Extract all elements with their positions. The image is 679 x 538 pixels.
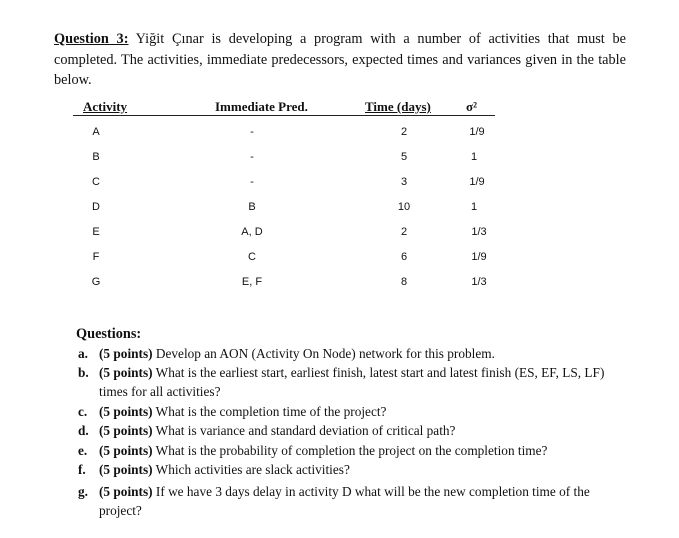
cell-time: 5 (400, 151, 408, 163)
cell-pred: A, D (241, 226, 263, 238)
cell-variance: 1/3 (471, 226, 487, 238)
cell-pred: E, F (241, 276, 263, 288)
question-letter: a. (78, 346, 88, 361)
cell-time: 3 (400, 176, 408, 188)
cell-variance: 1/9 (469, 126, 485, 138)
cell-variance: 1 (470, 201, 478, 213)
cell-activity: C (92, 176, 100, 188)
question-item (78, 460, 626, 479)
header-variance: σ² (466, 99, 477, 114)
cell-activity: B (92, 151, 100, 163)
cell-pred: - (250, 151, 254, 163)
question-letter: f. (78, 462, 86, 477)
cell-time: 2 (400, 126, 408, 138)
question-points: (5 points) (99, 404, 153, 419)
cell-variance: 1/9 (471, 251, 487, 263)
cell-pred: B (248, 201, 256, 213)
question-label: Question 3: (54, 31, 129, 47)
cell-time: 8 (400, 276, 408, 288)
question-text: Which activities are slack activities? (152, 462, 350, 477)
cell-activity: F (92, 251, 100, 263)
question-points: (5 points) (99, 443, 153, 458)
question-points: (5 points) (99, 365, 153, 380)
question-points: (5 points) (99, 484, 153, 499)
question-text: If we have 3 days delay in activity D what will be the new completion time of the project? (99, 484, 590, 518)
question-item (78, 482, 626, 520)
question-letter: b. (78, 365, 89, 380)
header-time: Time (days) (365, 99, 431, 114)
question-item (78, 363, 626, 401)
cell-activity: G (91, 276, 101, 288)
question-item (78, 402, 626, 421)
question-letter: d. (78, 423, 89, 438)
question-text: What is the completion time of the project? (152, 404, 387, 419)
question-letter: c. (78, 404, 88, 419)
question-points: (5 points) (99, 346, 153, 361)
cell-time: 6 (400, 251, 408, 263)
questions-title: Questions: (76, 326, 142, 342)
question-letter: e. (78, 443, 88, 458)
cell-pred: C (248, 251, 256, 263)
header-activity: Activity (83, 99, 128, 114)
cell-variance: 1/3 (471, 276, 487, 288)
question-text: What is the probability of completion the project on the completion time? (152, 443, 548, 458)
question-item (78, 441, 626, 460)
cell-activity: E (92, 226, 100, 238)
table-header-rule (73, 115, 495, 116)
question-points: (5 points) (99, 462, 153, 477)
cell-variance: 1/9 (469, 176, 485, 188)
question-item (78, 421, 626, 440)
cell-activity: D (92, 201, 100, 213)
question-text: What is the earliest start, earliest finish, latest start and latest finish (ES, EF, LS, LF) times for all activities? (99, 365, 605, 399)
question-text: What is variance and standard deviation of critical path? (152, 423, 456, 438)
cell-pred: - (250, 126, 254, 138)
cell-time: 10 (397, 201, 411, 213)
question-item (78, 344, 626, 363)
question-points: (5 points) (99, 423, 153, 438)
cell-variance: 1 (470, 151, 478, 163)
question-text: Develop an AON (Activity On Node) network for this problem. (152, 346, 495, 361)
cell-time: 2 (400, 226, 408, 238)
question-intro-text: Yiğit Çınar is developing a program with a number of activities that must be completed. The activities, immediate predecessors, expected times and variances given in the table below. (54, 31, 626, 88)
header-immediate-pred: Immediate Pred. (215, 99, 308, 114)
cell-pred: - (250, 176, 254, 188)
cell-activity: A (92, 126, 100, 138)
question-letter: g. (78, 484, 88, 499)
question-intro (54, 29, 626, 91)
